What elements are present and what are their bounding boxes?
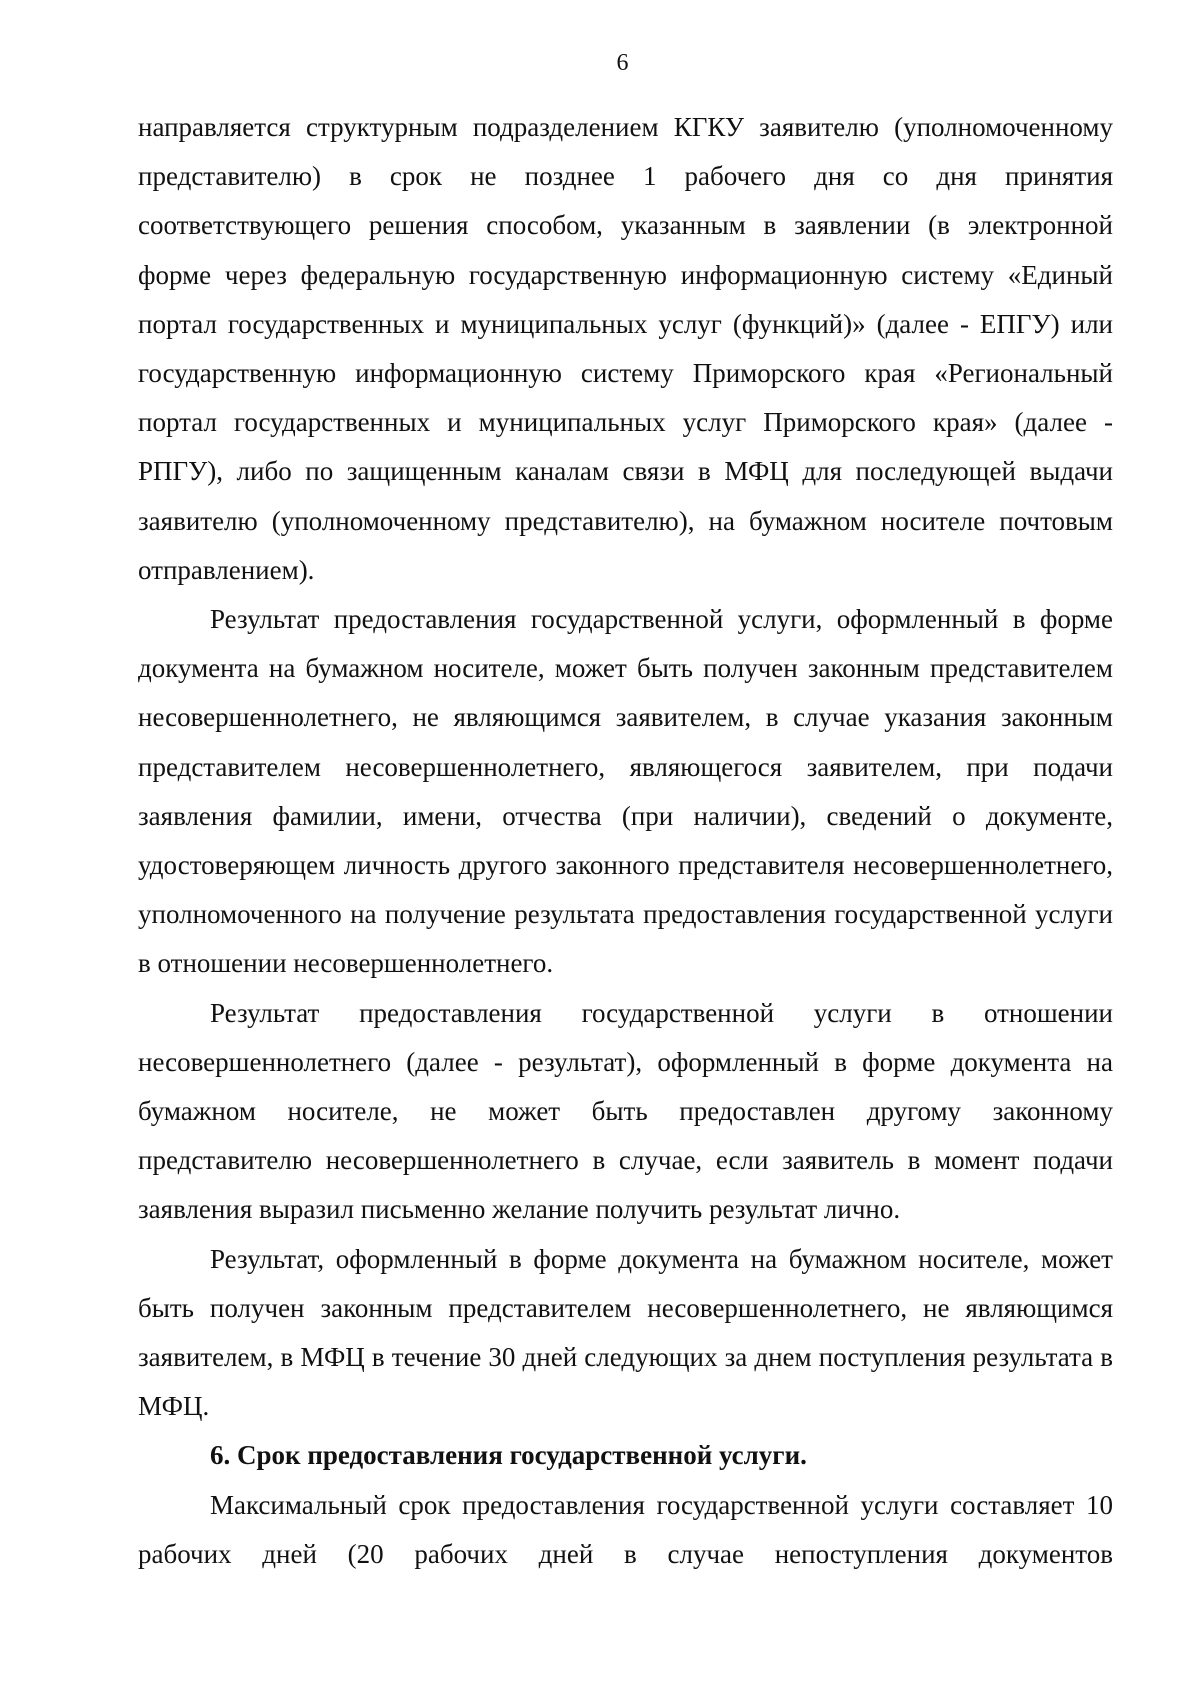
paragraph-result-mfc: Результат, оформленный в форме документа на бумажном носителе, может быть получен законным представителем несовершеннолетнего, не являющимся заявителем, в МФЦ в течение 30 дней следующих за днем поступления результата в МФЦ. [138,1243,1113,1422]
section-heading: 6. Срок предоставления государственной услуги. [210,1440,807,1471]
document-body [138,103,1113,1579]
paragraph-result-pickup: Результат предоставления государственной услуги, оформленный в форме документа на бумажном носителе, может быть получен законным представителем несовершеннолетнего, не являющимся заявителем, в случае указания законным представителем несовершеннолетнего, являющегося заявителем, при подачи заявления фамилии, имени, отчества (при наличии), сведений о документе, удостоверяющем личность другого законного представителя несовершеннолетнего, уполномоченного на получение результата предоставления государственной услуги в отношении несовершеннолетнего. [138,604,1113,979]
page-number: 6 [616,50,629,76]
paragraph-continuation: направляется структурным подразделением КГКУ заявителю (уполномоченному представителю) в срок не позднее 1 рабочего дня со дня принятия соответствующего решения способом, указанным в заявлении (в электронной форме через федеральную государственную информационную систему «Единый портал государственных и муниципальных услуг (функций)» (далее - ЕПГУ) или государственную информационную систему Приморского края «Региональный портал государственных и муниципальных услуг Приморского края» (далее - РПГУ), либо по защищенным каналам связи в МФЦ для последующей выдачи заявителю (уполномоченному представителю), на бумажном носителе почтовым отправлением). [138,112,1113,585]
paragraph-result-restriction: Результат предоставления государственной услуги в отношении несовершеннолетнего (далее - результат), оформленный в форме документа на бумажном носителе, не может быть предоставлен другому законному представителю несовершеннолетнего в случае, если заявитель в момент подачи заявления выразил письменно желание получить результат лично. [138,997,1113,1225]
paragraph-max-term: Максимальный срок предоставления государственной услуги составляет 10 рабочих дней (20 рабочих дней в случае непоступления документов [138,1489,1113,1569]
